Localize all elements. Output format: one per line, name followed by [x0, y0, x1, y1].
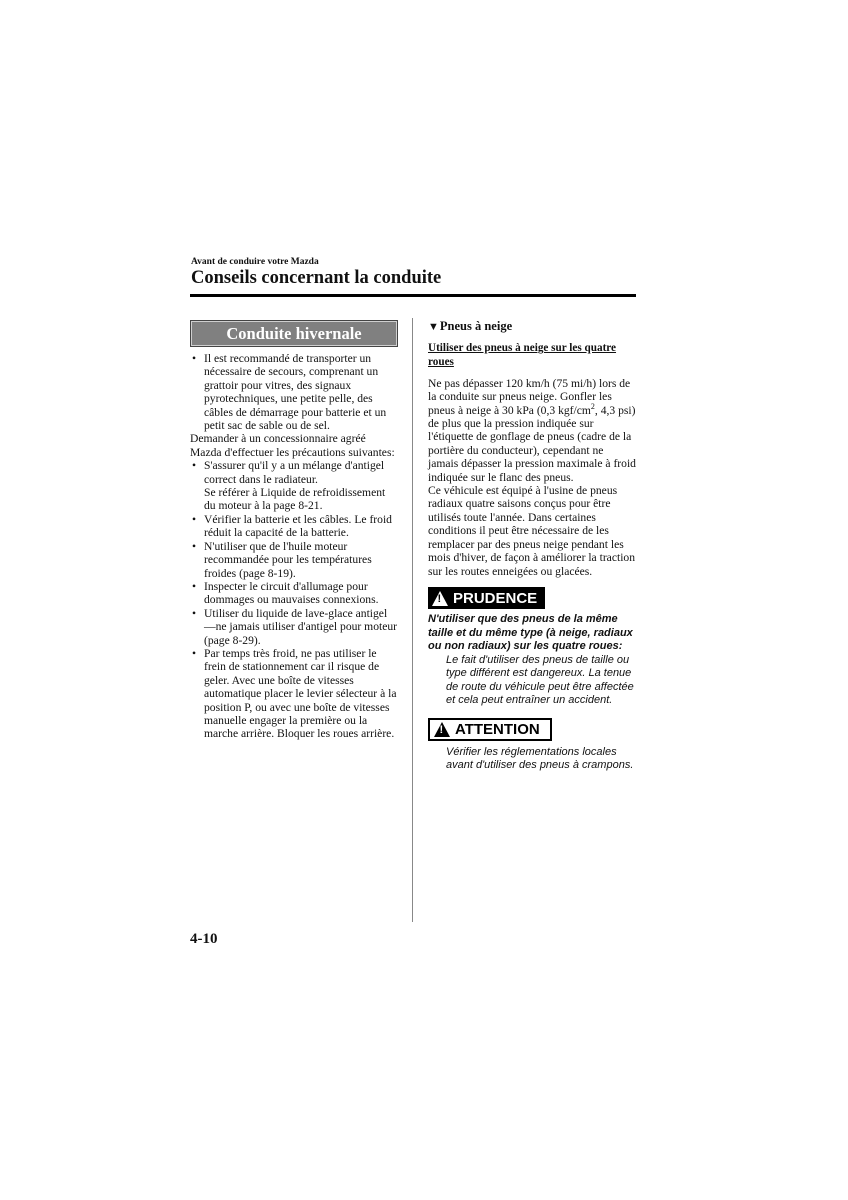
warning-lead: N'utiliser que des pneus de la même taille et du même type (à neige, radiaux ou non radiaux) sur les quatre roues:	[428, 613, 633, 653]
warning-triangle-icon	[432, 591, 448, 606]
warning-block	[428, 587, 636, 708]
caution-body: Vérifier les réglementations locales avant d'utiliser des pneus à crampons.	[446, 745, 634, 772]
caution-label	[428, 718, 552, 741]
list-item-text: S'assurer qu'il y a un mélange d'antigel correct dans le radiateur.	[204, 459, 385, 486]
warning-body: Le fait d'utiliser des pneus de taille ou type différent est dangereux. La tenue de route du véhicule peut être affectée et cela peut entraîner un accident.	[446, 653, 634, 707]
page-number: 4-10	[190, 931, 218, 947]
triangle-down-icon: ▼	[428, 321, 439, 333]
caution-block	[428, 718, 636, 773]
list-item: • Il est recommandé de transporter un nécessaire de secours, comprenant un grattoir pour vitres, des signaux pyrotechniques, une petite pelle, des câbles de démarrage pour batterie et un petit sac de sable ou de sel.	[190, 352, 398, 432]
left-column	[190, 320, 398, 741]
warning-label	[428, 587, 545, 609]
subsection-heading	[428, 320, 636, 334]
title-rule	[190, 294, 636, 297]
paragraph-text: Ne pas dépasser 120 km/h (75 mi/h) lors de la conduite sur pneus neige. Gonfler les pneus à neige à 30 kPa (0,3 kgf/cm	[428, 376, 631, 417]
running-header: Avant de conduire votre Mazda	[191, 257, 319, 267]
paragraph-text: , 4,3 psi) de plus que la pression indiquée sur l'étiquette de gonflage de pneus (cadre de la portière du conducteur), cependant ne jamais dépasser la pression maximale à froid indiquée sur le flanc des pneus.	[428, 403, 636, 484]
cross-reference-text: Se référer à Liquide de refroidissement du moteur à la page 8-21.	[204, 486, 386, 513]
list-item	[190, 459, 398, 513]
caution-label-text: ATTENTION	[455, 721, 540, 739]
paragraph-radial-tires: Ce véhicule est équipé à l'usine de pneus radiaux quatre saisons conçus pour être utilisés toute l'année. Dans certaines conditions il peut être nécessaire de les remplacer par des pneus neige pendant les mois d'hiver, de façon à améliorer la traction sur les routes enneigées ou glacées.	[428, 484, 636, 578]
list-item: • N'utiliser que de l'huile moteur recommandée pour les températures froides (page 8-19).	[190, 540, 398, 580]
right-column	[428, 320, 636, 773]
list-item: • Par temps très froid, ne pas utiliser le frein de stationnement car il risque de geler. Avec une boîte de vitesses automatique placer le levier sélecteur à la position P, ou avec une boîte de vitesses manuelle engager la première ou la marche arrière. Bloquer les roues arrière.	[190, 647, 398, 741]
chapter-title: Conseils concernant la conduite	[191, 268, 442, 288]
list-item: • Inspecter le circuit d'allumage pour dommages ou mauvaises connexions.	[190, 580, 398, 607]
subsection-title: Pneus à neige	[439, 319, 513, 333]
section-banner: Conduite hivernale	[190, 320, 398, 347]
list-item: • Utiliser du liquide de lave-glace antigel—ne jamais utiliser d'antigel pour moteur (page 8-29).	[190, 607, 398, 647]
intro-list	[190, 352, 398, 432]
warning-label-text: PRUDENCE	[453, 589, 538, 607]
paragraph-inflation	[428, 377, 636, 484]
column-divider	[412, 318, 413, 922]
list-item: • Vérifier la batterie et les câbles. Le froid réduit la capacité de la batterie.	[190, 513, 398, 540]
dealer-text: Demander à un concessionnaire agréé Mazda d'effectuer les précautions suivantes:	[190, 432, 395, 459]
underlined-heading: Utiliser des pneus à neige sur les quatre roues	[428, 342, 617, 368]
superscript: 2	[590, 401, 595, 411]
precautions-list	[190, 459, 398, 741]
caution-triangle-icon	[434, 722, 450, 737]
